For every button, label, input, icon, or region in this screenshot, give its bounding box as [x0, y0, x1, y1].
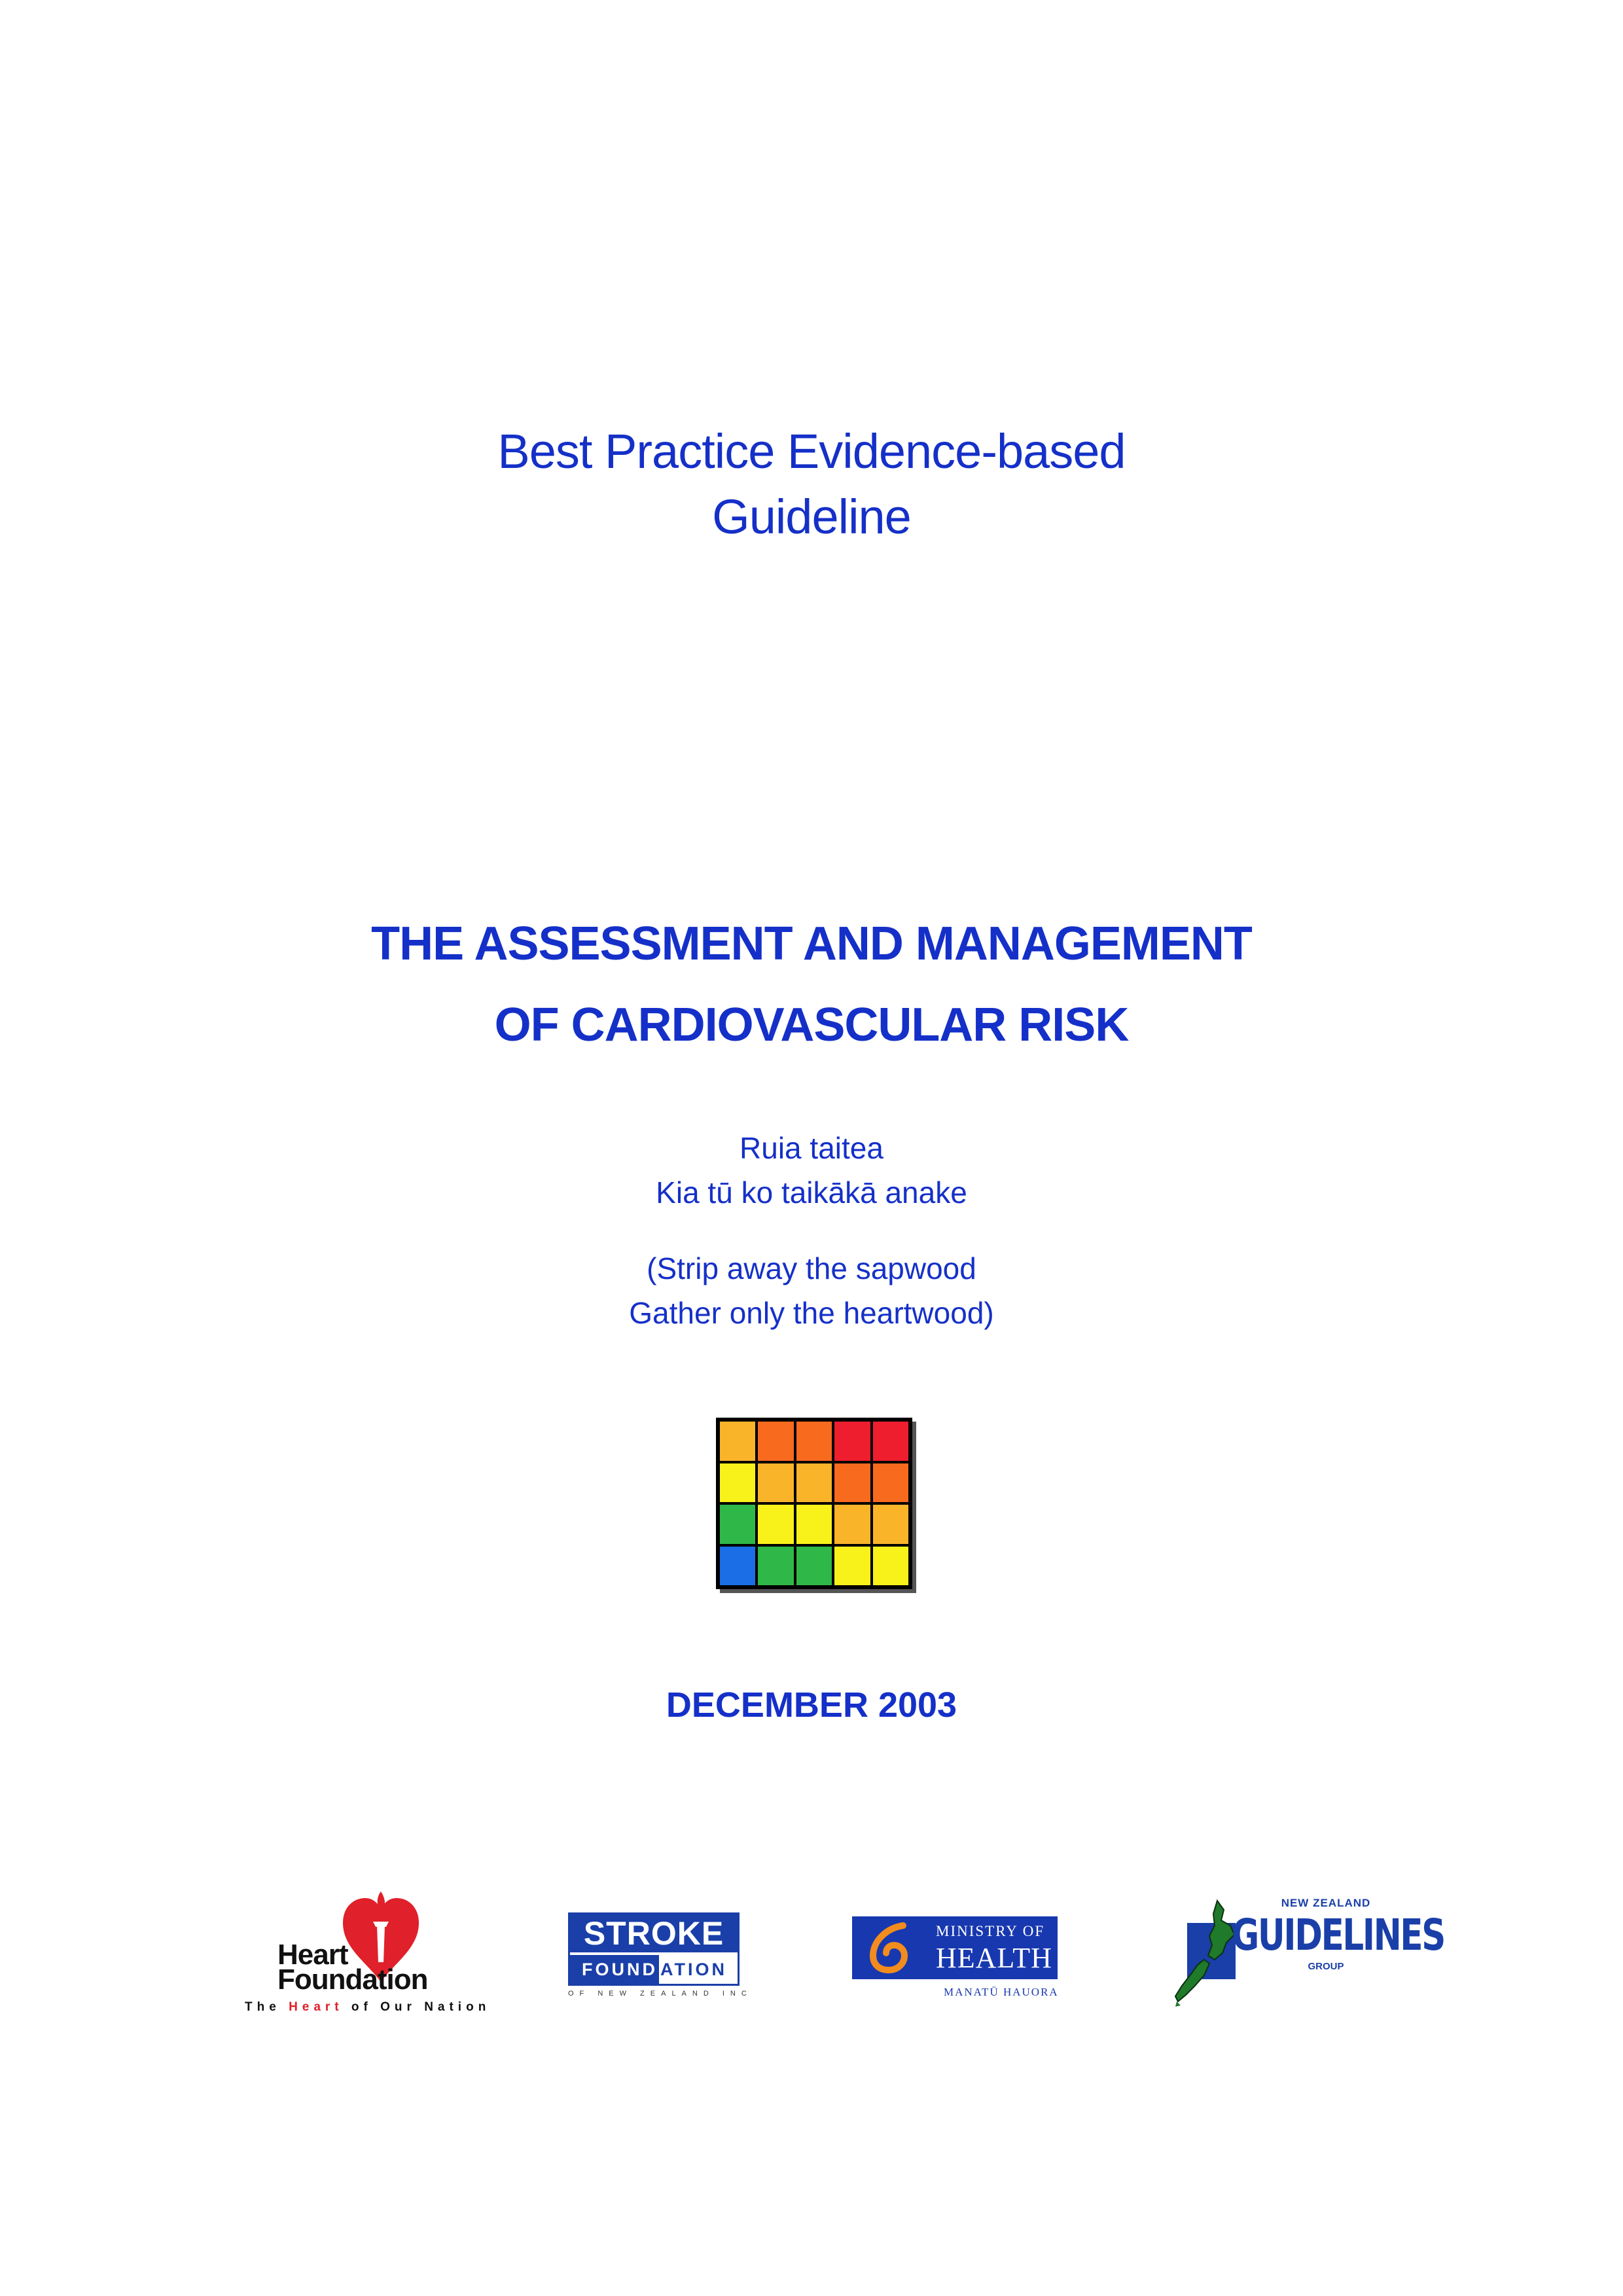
heart-foundation-logo: [245, 1885, 491, 2016]
ministry-of-health-line-1: MINISTRY OF: [936, 1923, 1045, 1939]
risk-grid-cell: [795, 1503, 833, 1545]
risk-grid-cell: [833, 1545, 871, 1587]
title-line-2: OF CARDIOVASCULAR RISK: [494, 999, 1129, 1051]
risk-grid-cell: [872, 1545, 910, 1587]
risk-grid-cell: [795, 1462, 833, 1504]
risk-grid-cell: [833, 1503, 871, 1545]
risk-grid-cell: [719, 1545, 757, 1587]
koru-icon: [864, 1922, 916, 1974]
ministry-of-health-box: [852, 1916, 1058, 1979]
tagline-highlight: Heart: [289, 2000, 344, 2014]
stroke-foundation-tagline: OF NEW ZEALAND INC: [568, 1990, 753, 1998]
stroke-foundation-box: [568, 1912, 740, 1986]
translation-line-2: Gather only the heartwood): [629, 1296, 994, 1330]
risk-grid-cell: [757, 1503, 794, 1545]
nz-guidelines-main-text: GUIDELINES: [1232, 1910, 1445, 1960]
heart-foundation-tagline: [245, 2000, 490, 2015]
ministry-of-health-logo: [852, 1916, 1058, 2005]
stroke-foundation-logo: [568, 1912, 753, 2017]
risk-grid-cell: [795, 1545, 833, 1587]
maori-line-1: Ruia taitea: [740, 1131, 883, 1165]
ministry-of-health-tagline: MANATŪ HAUORA: [944, 1986, 1059, 1998]
risk-grid-cell: [872, 1420, 910, 1462]
risk-grid-cell: [757, 1545, 794, 1587]
stroke-foundation-line-1: STROKE: [570, 1914, 738, 1952]
nz-guidelines-top-text: NEW ZEALAND: [1281, 1897, 1371, 1909]
stroke-foundation-line-2-left: FOUND: [570, 1955, 659, 1984]
subtitle-line-1: Best Practice Evidence-based: [497, 424, 1126, 478]
maori-line-2: Kia tū ko taikākā anake: [656, 1175, 967, 1210]
risk-grid-cell: [719, 1462, 757, 1504]
risk-grid-cell: [795, 1420, 833, 1462]
ministry-of-health-line-2: HEALTH: [936, 1942, 1052, 1974]
document-subtitle: [0, 419, 1623, 550]
nz-guidelines-group-logo: [1171, 1897, 1445, 2008]
publication-date: DECEMBER 2003: [666, 1685, 957, 1725]
risk-grid-cell: [872, 1503, 910, 1545]
title-line-1: THE ASSESSMENT AND MANAGEMENT: [371, 918, 1252, 970]
document-title: [0, 903, 1623, 1066]
maori-proverb: [0, 1126, 1623, 1215]
heart-foundation-word-1: Heart: [277, 1939, 348, 1971]
risk-grid-cell: [757, 1420, 794, 1462]
translation-line-1: (Strip away the sapwood: [647, 1251, 976, 1285]
risk-grid-cell: [719, 1420, 757, 1462]
risk-grid-cell: [719, 1503, 757, 1545]
stroke-foundation-line-2-right: ATION: [660, 1960, 727, 1979]
risk-grid-cell: [833, 1462, 871, 1504]
risk-grid-cell: [872, 1462, 910, 1504]
risk-grid-cell: [757, 1462, 794, 1504]
proverb-translation: [0, 1246, 1623, 1335]
subtitle-line-2: Guideline: [712, 490, 911, 544]
risk-grid-cell: [833, 1420, 871, 1462]
nz-guidelines-bottom-text: GROUP: [1308, 1961, 1344, 1972]
heart-foundation-word-2: Foundation: [277, 1964, 428, 1996]
tagline-part-2: of Our Nation: [343, 2000, 491, 2014]
risk-chart-grid-icon: [716, 1418, 912, 1589]
tagline-part-1: The: [245, 2000, 289, 2014]
